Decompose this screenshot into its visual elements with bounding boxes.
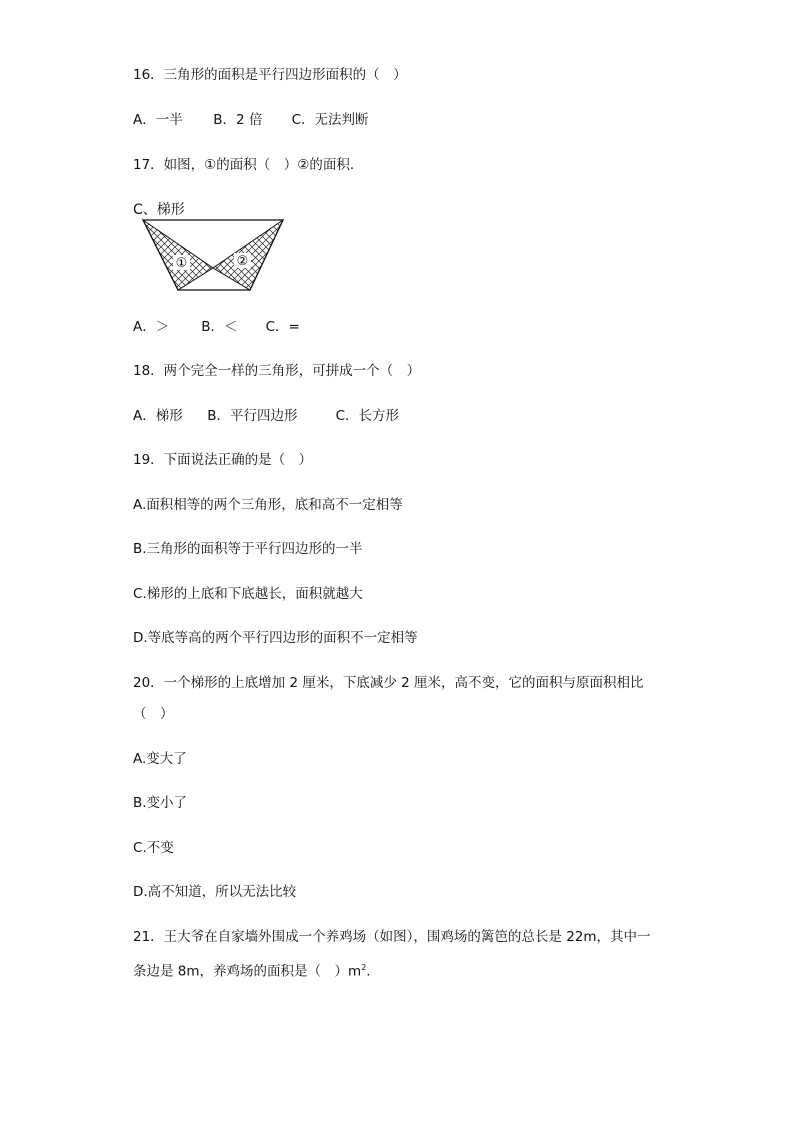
q19-stem: 19．下面说法正确的是（ ） bbox=[133, 452, 313, 468]
q21-stem-end: . bbox=[366, 963, 371, 980]
q16-option-a: A．一半 bbox=[133, 112, 183, 128]
q17-figure-label: C、梯形 bbox=[133, 202, 185, 218]
q16-stem: 16．三角形的面积是平行四边形面积的（ ） bbox=[133, 67, 407, 83]
q21-stem-line2-text: 条边是 8m，养鸡场的面积是（ ）m bbox=[133, 963, 362, 980]
q16-options bbox=[133, 111, 369, 129]
q18-option-b: B．平行四边形 bbox=[207, 408, 298, 424]
q21-stem-line1: 21．王大爷在自家墙外围成一个养鸡场（如图），围鸡场的篱笆的总长是 22m，其中一 bbox=[133, 929, 651, 945]
q17-option-b: B．＜ bbox=[201, 319, 238, 335]
q20-option-a: A.变大了 bbox=[133, 751, 187, 767]
region-1-label: ① bbox=[175, 256, 188, 271]
q16-option-b: B．2 倍 bbox=[213, 112, 263, 128]
q21-unit-superscript: 2 bbox=[361, 963, 367, 972]
q17-options bbox=[133, 318, 300, 336]
q18-stem: 18．两个完全一样的三角形，可拼成一个（ ） bbox=[133, 363, 421, 379]
trapezoid-figure bbox=[133, 198, 293, 298]
q20-option-c: C.不变 bbox=[133, 840, 174, 856]
q19-option-c: C.梯形的上底和下底越长，面积就越大 bbox=[133, 586, 363, 602]
q17-stem: 17．如图，①的面积（ ）②的面积． bbox=[133, 157, 364, 173]
q18-option-c: C．长方形 bbox=[335, 408, 400, 424]
q20-stem-line2: （ ） bbox=[133, 706, 174, 722]
q19-option-d: D.等底等高的两个平行四边形的面积不一定相等 bbox=[133, 630, 418, 646]
q18-options bbox=[133, 407, 399, 425]
q19-option-b: B.三角形的面积等于平行四边形的一半 bbox=[133, 541, 363, 557]
q17-option-a: A．＞ bbox=[133, 319, 170, 335]
q20-stem-line1: 20．一个梯形的上底增加 2 厘米，下底减少 2 厘米，高不变，它的面积与原面积相比 bbox=[133, 675, 644, 691]
q19-option-a: A.面积相等的两个三角形，底和高不一定相等 bbox=[133, 497, 403, 513]
region-2-label: ② bbox=[236, 254, 249, 269]
q17-option-c: C．= bbox=[265, 319, 300, 335]
q18-option-a: A．梯形 bbox=[133, 408, 183, 424]
q20-option-b: B.变小了 bbox=[133, 795, 188, 811]
q20-option-d: D.高不知道，所以无法比较 bbox=[133, 884, 297, 900]
q16-option-c: C．无法判断 bbox=[291, 112, 369, 128]
q21-stem-line2 bbox=[133, 959, 371, 981]
